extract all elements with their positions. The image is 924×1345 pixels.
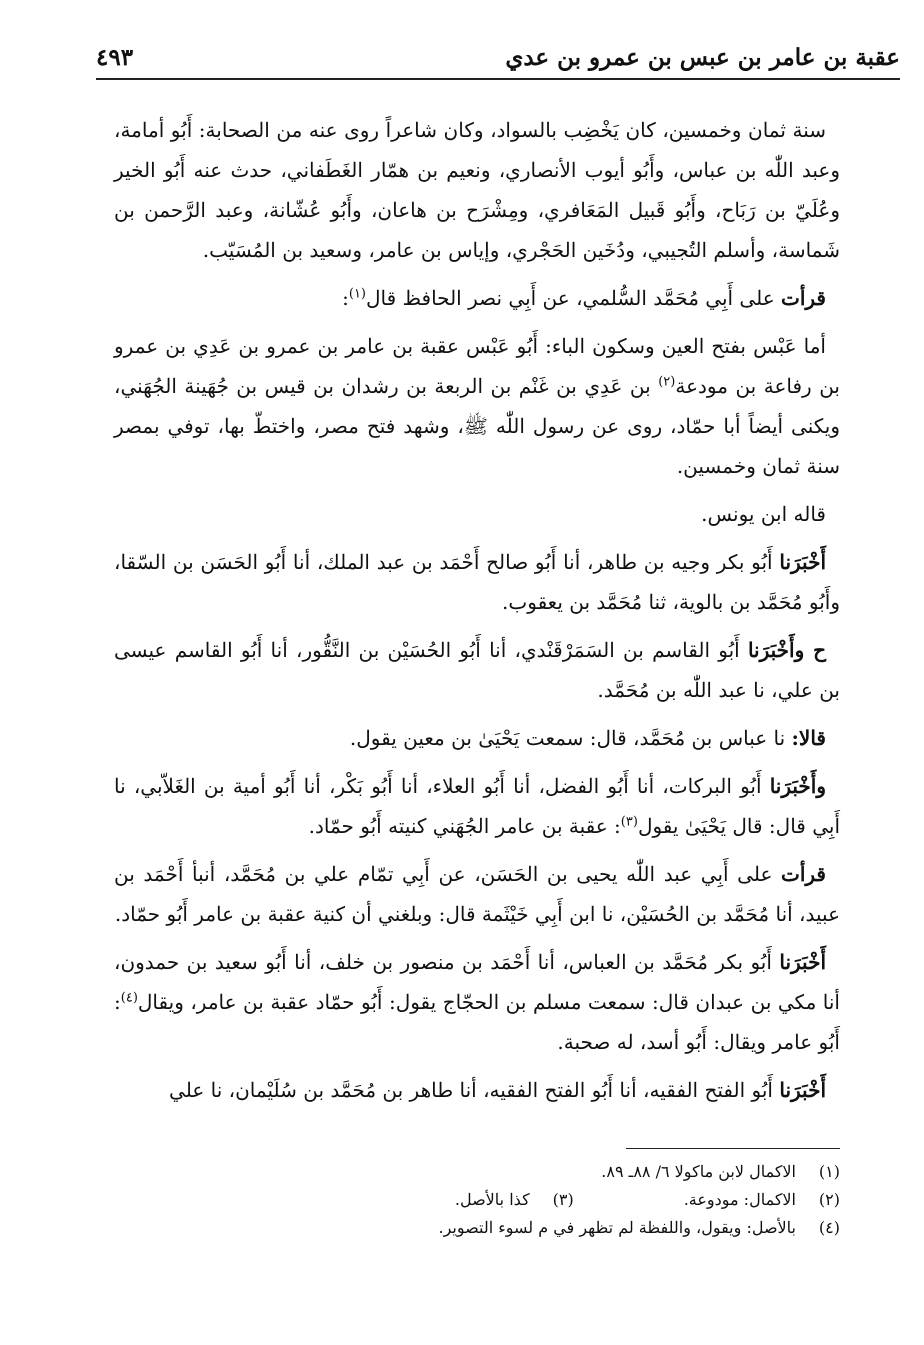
paragraph-lead: ح وأَخْبَرَنا (747, 638, 826, 662)
paragraph-3 (114, 326, 840, 486)
footnote-4 (114, 1214, 840, 1242)
paragraph-lead: قرأت (781, 862, 826, 886)
paragraph-text: أَبُو الفتح الفقيه، أنا أَبُو الفتح الفقيه، أنا طاهر بن مُحَمَّد بن سُلَيْمان، نا علي (169, 1078, 780, 1102)
paragraph-4 (114, 494, 840, 534)
paragraph-text-after: بن عَدِي بن غَنْم بن الربعة بن رشدان بن قيس بن جُهَينة الجُهَني، ويكنى أيضاً أبا حمّاد، روى عن رسول اللّٰه ﷺ، وشهد فتح مصر، واختطّ بها، توفي بمصر سنة ثمان وخمسين. (114, 374, 840, 478)
paragraph-text: سنة ثمان وخمسين، كان يَخْضِب بالسواد، وكان شاعراً روى عنه من الصحابة: أَبُو أمامة، وعبد اللّٰه بن عباس، وأَبُو أيوب الأنصاري، ونعيم بن همّار الغَطَفاني، حدث عنه أَبُو الخير وعُلَيّ بن رَبَاح، وأَبُو قَبيل المَعَافري، ومِشْرَح بن هاعان، وأَبُو عُشّانة، وعبد الرَّحمن بن شَماسة، وأسلم التُجيبي، ودُخَين الحَجْري، وإياس بن عامر، وسعيد بن المُسَيّب. (114, 118, 841, 262)
paragraph-lead: أَخْبَرَنا (779, 550, 826, 574)
page-number: ٤٩٣ (96, 44, 134, 71)
paragraph-7 (114, 718, 840, 758)
paragraph-text: نا عباس بن مُحَمَّد، قال: سمعت يَحْيَىٰ بن معين يقول. (349, 726, 792, 750)
paragraph-5 (114, 542, 840, 622)
paragraph-text: أَبُو بكر وجيه بن طاهر، أنا أَبُو صالح أَحْمَد بن عبد الملك، أنا أَبُو الحَسَن بن السّقا، وأَبُو مُحَمَّد بن بالوية، ثنا مُحَمَّد بن يعقوب. (114, 550, 840, 614)
paragraph-text: أَبُو بكر مُحَمَّد بن العباس، أنا أَحْمَد بن منصور بن خلف، أنا أَبُو سعيد بن حمدون، أنا مكي بن عبدان قال: سمعت مسلم بن الحجّاج يقول: أَبُو حمّاد عقبة بن عامر، ويقال (114, 950, 840, 1014)
footnote-text: الاكمال: مودوعة. (683, 1190, 796, 1209)
footnote-2 (114, 1186, 840, 1214)
paragraph-10 (114, 942, 840, 1062)
footnote-1 (114, 1158, 840, 1186)
paragraph-lead: أَخْبَرَنا (779, 1078, 826, 1102)
paragraph-lead: وأَخْبَرَنا (769, 774, 826, 798)
footnote-ref-1[interactable]: (١) (348, 286, 366, 302)
paragraph-text: أَبُو القاسم بن السَمَرْقَنْدي، أنا أَبُو الحُسَيْن بن النَّقُّور، أنا أَبُو القاسم عيسى بن علي، نا عبد اللّٰه بن مُحَمَّد. (114, 638, 840, 702)
paragraph-2 (114, 278, 840, 318)
paragraph-lead: قرأت (781, 286, 826, 310)
paragraph-6 (114, 630, 840, 710)
paragraph-text-after: : (342, 286, 349, 310)
paragraph-text-after: : عقبة بن عامر الجُهَني كنيته أَبُو حمّاد. (308, 814, 621, 838)
paragraph-9 (114, 854, 840, 934)
footnote-number: (٢) (818, 1190, 840, 1209)
footnotes (114, 1158, 840, 1242)
footnote-divider (626, 1148, 840, 1149)
paragraph-text-after: : أَبُو عامر ويقال: أَبُو أسد، له صحبة. (114, 990, 840, 1054)
footnote-ref-3[interactable]: (٣) (620, 814, 638, 830)
footnote-text: كذا بالأصل. (454, 1190, 530, 1209)
paragraph-8 (114, 766, 840, 846)
footnote-number: (٣) (552, 1190, 574, 1209)
paragraph-text: على أَبِي عبد اللّٰه يحيى بن الحَسَن، عن أَبِي تمّام علي بن مُحَمَّد، أنبأ أَحْمَد بن عبيد، أنا مُحَمَّد بن الحُسَيْن، نا ابن أَبِي خَيْثَمة قال: وبلغني أن كنية عقبة بن عامر أَبُو حمّاد. (114, 862, 840, 926)
paragraph-1 (114, 110, 840, 270)
paragraph-text: أما عَبْس بفتح العين وسكون الباء: أَبُو عَبْس عقبة بن عامر بن عمرو بن عَدِي بن عمرو بن رفاعة بن مودعة (114, 334, 840, 398)
footnote-text: الاكمال لابن ماكولا ٦/ ٨٨ـ ٨٩. (601, 1162, 796, 1181)
footnote-ref-2[interactable]: (٢) (658, 374, 676, 390)
footnote-number: (٤) (818, 1218, 840, 1237)
paragraph-11 (114, 1070, 840, 1110)
paragraph-lead: أَخْبَرَنا (779, 950, 826, 974)
page-header (96, 38, 900, 80)
paragraph-lead: قالا: (791, 726, 826, 750)
paragraph-text: قاله ابن يونس. (701, 502, 826, 526)
paragraph-text: على أَبِي مُحَمَّد السُّلمي، عن أَبِي نصر الحافظ قال (366, 286, 775, 310)
footnote-ref-4[interactable]: (٤) (120, 990, 138, 1006)
footnote-text: بالأصل: ويقول، واللفظة لم تظهر في م لسوء التصوير. (438, 1218, 796, 1237)
footnote-number: (١) (818, 1162, 840, 1181)
main-text (114, 110, 840, 1118)
paragraph-text: أَبُو البركات، أنا أَبُو الفضل، أنا أَبُو العلاء، أنا أَبُو بَكْر، أنا أَبُو أمية بن الغَلاّبي، نا أَبِي قال: قال يَحْيَىٰ يقول (114, 774, 840, 838)
running-title: عقبة بن عامر بن عبس بن عمرو بن عدي (505, 44, 900, 71)
